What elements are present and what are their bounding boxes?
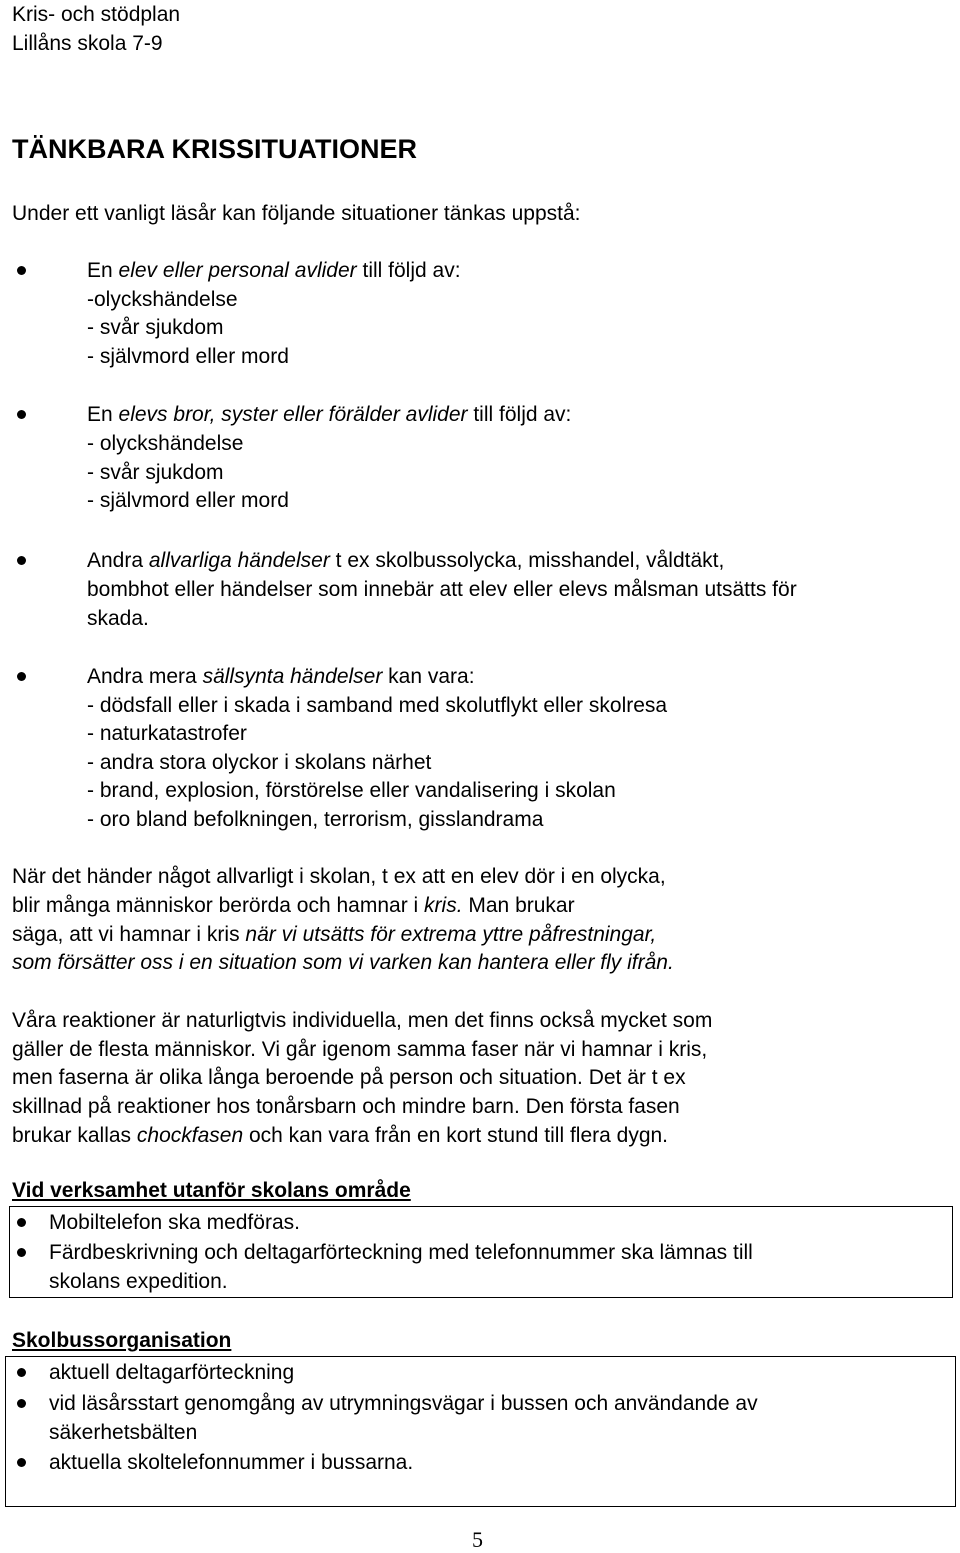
bullet-2-line-1: En elevs bror, syster eller förälder avlider till följd av: bbox=[87, 403, 572, 426]
para-2-line-3: men faserna är olika långa beroende på person och situation. Det är t ex bbox=[12, 1066, 686, 1089]
bullet-4-line-4: - andra stora olyckor i skolans närhet bbox=[87, 751, 432, 774]
bullet-icon bbox=[17, 556, 26, 565]
bullet-3-line-3: skada. bbox=[87, 607, 149, 630]
section-heading-outside-activities: Vid verksamhet utanför skolans område bbox=[12, 1179, 411, 1202]
section-heading-school-bus: Skolbussorganisation bbox=[12, 1329, 232, 1352]
bullet-4-line-5: - brand, explosion, förstörelse eller vandalisering i skolan bbox=[87, 779, 616, 802]
bullet-1-line-1: En elev eller personal avlider till följd av: bbox=[87, 259, 461, 282]
bullet-icon bbox=[17, 1458, 26, 1467]
bullet-icon bbox=[17, 1248, 26, 1257]
page-number: 5 bbox=[472, 1527, 483, 1552]
bullet-1-line-3: - svår sjukdom bbox=[87, 316, 224, 339]
bullet-1-line-4: - självmord eller mord bbox=[87, 345, 289, 368]
bullet-3-line-2: bombhot eller händelser som innebär att elev eller elevs målsman utsätts för bbox=[87, 578, 797, 601]
bullet-4-line-6: - oro bland befolkningen, terrorism, gisslandrama bbox=[87, 808, 544, 831]
section-1-item-2-line-2: skolans expedition. bbox=[49, 1270, 228, 1293]
bullet-icon bbox=[17, 672, 26, 681]
para-2-line-5: brukar kallas chockfasen och kan vara från en kort stund till flera dygn. bbox=[12, 1124, 669, 1147]
para-2-line-4: skillnad på reaktioner hos tonårsbarn och mindre barn. Den första fasen bbox=[12, 1095, 680, 1118]
para-2-line-2: gäller de flesta människor. Vi går igenom samma faser när vi hamnar i kris, bbox=[12, 1038, 708, 1061]
section-1-item-1: Mobiltelefon ska medföras. bbox=[49, 1211, 300, 1234]
page-title: TÄNKBARA KRISSITUATIONER bbox=[12, 134, 417, 164]
bullet-2-line-2: - olyckshändelse bbox=[87, 432, 244, 455]
bullet-icon bbox=[17, 1218, 26, 1227]
section-2-item-2-line-1: vid läsårsstart genomgång av utrymningsvägar i bussen och användande av bbox=[49, 1392, 758, 1415]
para-1-line-3: säga, att vi hamnar i kris när vi utsätts för extrema yttre påfrestningar, bbox=[12, 923, 657, 946]
bullet-icon bbox=[17, 410, 26, 419]
bullet-4-line-2: - dödsfall eller i skada i samband med skolutflykt eller skolresa bbox=[87, 694, 668, 717]
section-2-item-3: aktuella skoltelefonnummer i bussarna. bbox=[49, 1451, 414, 1474]
para-1-line-4: som försätter oss i en situation som vi varken kan hantera eller fly ifrån. bbox=[12, 951, 674, 974]
doc-header-school: Lillåns skola 7-9 bbox=[12, 32, 163, 55]
para-1-line-1: När det händer något allvarligt i skolan, t ex att en elev dör i en olycka, bbox=[12, 865, 666, 888]
doc-header-title: Kris- och stödplan bbox=[12, 3, 181, 26]
section-2-item-2-line-2: säkerhetsbälten bbox=[49, 1421, 198, 1444]
intro-text: Under ett vanligt läsår kan följande situationer tänkas uppstå: bbox=[12, 202, 581, 225]
para-2-line-1: Våra reaktioner är naturligtvis individuella, men det finns också mycket som bbox=[12, 1009, 713, 1032]
section-2-item-1: aktuell deltagarförteckning bbox=[49, 1361, 295, 1384]
bullet-4-line-1: Andra mera sällsynta händelser kan vara: bbox=[87, 665, 475, 688]
bullet-1-line-2: -olyckshändelse bbox=[87, 288, 238, 311]
bullet-2-line-4: - självmord eller mord bbox=[87, 489, 289, 512]
bullet-icon bbox=[17, 1368, 26, 1377]
bullet-3-line-1: Andra allvarliga händelser t ex skolbussolycka, misshandel, våldtäkt, bbox=[87, 549, 725, 572]
section-1-item-2-line-1: Färdbeskrivning och deltagarförteckning med telefonnummer ska lämnas till bbox=[49, 1241, 753, 1264]
bullet-2-line-3: - svår sjukdom bbox=[87, 461, 224, 484]
bullet-icon bbox=[17, 266, 26, 275]
bullet-4-line-3: - naturkatastrofer bbox=[87, 722, 247, 745]
para-1-line-2: blir många människor berörda och hamnar i kris. Man brukar bbox=[12, 894, 575, 917]
bullet-icon bbox=[17, 1399, 26, 1408]
